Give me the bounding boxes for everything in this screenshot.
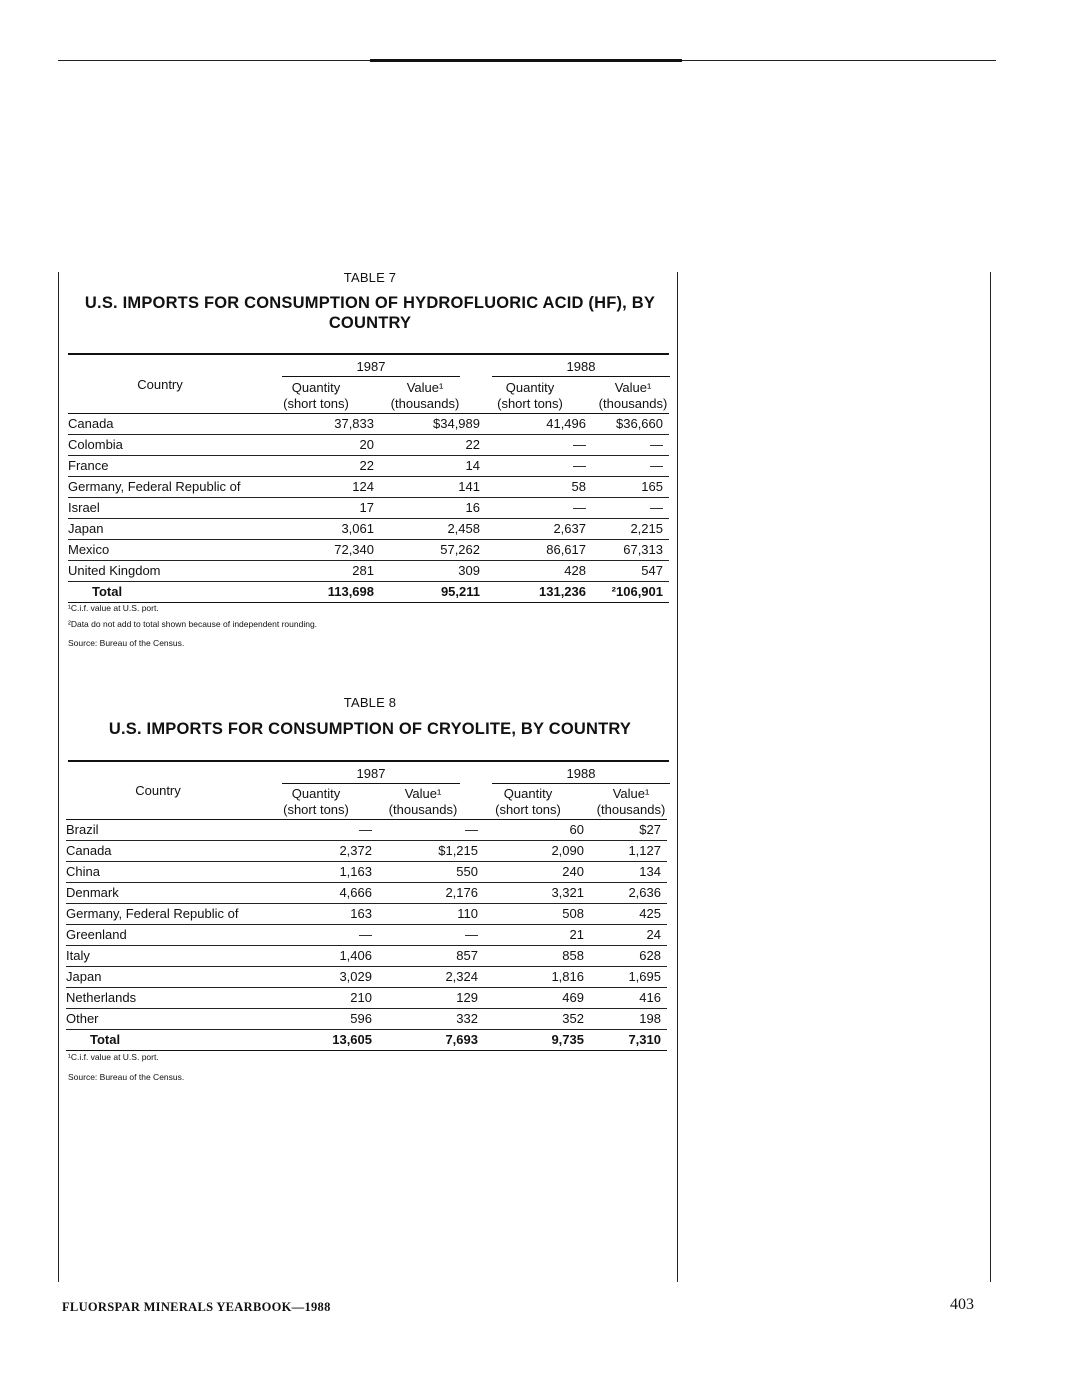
top-rule-accent: [370, 59, 682, 62]
value-cell: 141: [380, 477, 486, 498]
country-cell: Total: [68, 582, 280, 603]
value-cell: 508: [484, 904, 590, 925]
table8-qty2-header: [482, 786, 574, 818]
table8-head-rule: [68, 760, 669, 762]
value-cell: $36,660: [592, 414, 669, 435]
country-cell: Japan: [66, 967, 278, 988]
value-cell: —: [278, 925, 378, 946]
country-cell: Germany, Federal Republic of: [68, 477, 280, 498]
table7-val2-header-line2: (thousands): [598, 396, 668, 411]
value-cell: 13,605: [278, 1030, 378, 1051]
value-cell: 110: [378, 904, 484, 925]
table-row: [68, 435, 669, 456]
table8-caption: TABLE 8: [343, 695, 397, 710]
value-cell: 547: [592, 561, 669, 582]
table-row: [66, 967, 667, 988]
value-cell: 596: [278, 1009, 378, 1030]
table-row: [68, 540, 669, 561]
value-cell: 16: [380, 498, 486, 519]
table8-year1-rule: [282, 783, 460, 784]
table7-title-line1: U.S. IMPORTS FOR CONSUMPTION OF HYDROFLUORIC ACID (HF), BY: [84, 294, 656, 312]
value-cell: $34,989: [380, 414, 486, 435]
value-cell: 57,262: [380, 540, 486, 561]
value-cell: —: [278, 820, 378, 841]
value-cell: 58: [486, 477, 592, 498]
page-number: 403: [950, 1296, 974, 1313]
value-cell: 3,321: [484, 883, 590, 904]
value-cell: $1,215: [378, 841, 484, 862]
value-cell: 60: [484, 820, 590, 841]
value-cell: —: [378, 820, 484, 841]
value-cell: 72,340: [280, 540, 380, 561]
value-cell: 332: [378, 1009, 484, 1030]
table8-val1-header-line2: (thousands): [388, 802, 458, 817]
table8-val2-header: [586, 786, 676, 818]
table7-qty1-header: [270, 380, 362, 412]
value-cell: —: [592, 498, 669, 519]
table7-source: Source: Bureau of the Census.: [68, 638, 185, 648]
table-row: [68, 456, 669, 477]
table7-val1-header-line2: (thousands): [390, 396, 460, 411]
country-cell: United Kingdom: [68, 561, 280, 582]
table8-footnote1: ¹C.i.f. value at U.S. port.: [68, 1052, 159, 1062]
table8-val1-header: [378, 786, 468, 818]
total-row: [68, 582, 669, 603]
value-cell: 2,324: [378, 967, 484, 988]
value-cell: 20: [280, 435, 380, 456]
value-cell: 14: [380, 456, 486, 477]
value-cell: 210: [278, 988, 378, 1009]
value-cell: 2,176: [378, 883, 484, 904]
country-cell: Brazil: [66, 820, 278, 841]
value-cell: 37,833: [280, 414, 380, 435]
value-cell: 352: [484, 1009, 590, 1030]
value-cell: —: [486, 456, 592, 477]
value-cell: 857: [378, 946, 484, 967]
value-cell: —: [486, 498, 592, 519]
table7-footnote1: ¹C.i.f. value at U.S. port.: [68, 603, 159, 613]
value-cell: —: [592, 456, 669, 477]
country-cell: Japan: [68, 519, 280, 540]
table7-caption: TABLE 7: [343, 270, 397, 285]
table7-title-line2: COUNTRY: [328, 314, 412, 332]
table7-year-1988: 1988: [566, 359, 596, 374]
value-cell: 4,666: [278, 883, 378, 904]
table8-val1-header-line1: Value¹: [404, 786, 442, 801]
total-row: [66, 1030, 667, 1051]
value-cell: 425: [590, 904, 667, 925]
table7-data: [68, 413, 669, 603]
table-row: [66, 883, 667, 904]
table7-val2-header-line1: Value¹: [614, 380, 652, 395]
value-cell: 309: [380, 561, 486, 582]
value-cell: 7,693: [378, 1030, 484, 1051]
table8-year2-rule: [492, 783, 670, 784]
value-cell: 163: [278, 904, 378, 925]
value-cell: 2,458: [380, 519, 486, 540]
right-margin-line: [990, 272, 991, 1282]
value-cell: 469: [484, 988, 590, 1009]
country-cell: France: [68, 456, 280, 477]
country-cell: Denmark: [66, 883, 278, 904]
value-cell: 22: [280, 456, 380, 477]
country-cell: Netherlands: [66, 988, 278, 1009]
value-cell: 67,313: [592, 540, 669, 561]
table7-year-1987: 1987: [356, 359, 386, 374]
value-cell: 416: [590, 988, 667, 1009]
value-cell: 1,406: [278, 946, 378, 967]
value-cell: 2,090: [484, 841, 590, 862]
table7-head-rule: [68, 353, 669, 355]
table7-year2-rule: [492, 376, 670, 377]
table8-qty1-header: [270, 786, 362, 818]
value-cell: 1,816: [484, 967, 590, 988]
value-cell: 2,636: [590, 883, 667, 904]
value-cell: ²106,901: [592, 582, 669, 603]
table-row: [66, 925, 667, 946]
value-cell: 281: [280, 561, 380, 582]
table-row: [66, 862, 667, 883]
value-cell: 131,236: [486, 582, 592, 603]
table8-qty1-header-line2: (short tons): [283, 802, 349, 817]
table8-year-1987: 1987: [356, 766, 386, 781]
table7-qty2-header-line2: (short tons): [497, 396, 563, 411]
value-cell: 41,496: [486, 414, 592, 435]
table7-qty1-header-line2: (short tons): [283, 396, 349, 411]
table8-val2-header-line1: Value¹: [612, 786, 650, 801]
table8-qty1-header-line1: Quantity: [291, 786, 341, 801]
country-cell: Total: [66, 1030, 278, 1051]
value-cell: 1,163: [278, 862, 378, 883]
table7-footnote2: ²Data do not add to total shown because of independent rounding.: [68, 619, 318, 629]
value-cell: —: [486, 435, 592, 456]
value-cell: 2,215: [592, 519, 669, 540]
value-cell: 129: [378, 988, 484, 1009]
table7-val1-header: [380, 380, 470, 412]
table-row: [66, 946, 667, 967]
table7-qty1-header-line1: Quantity: [291, 380, 341, 395]
value-cell: 134: [590, 862, 667, 883]
table7-year1-rule: [282, 376, 460, 377]
value-cell: 1,127: [590, 841, 667, 862]
table-row: [68, 519, 669, 540]
country-cell: China: [66, 862, 278, 883]
table8-qty2-header-line1: Quantity: [503, 786, 553, 801]
value-cell: 124: [280, 477, 380, 498]
value-cell: 2,372: [278, 841, 378, 862]
value-cell: 86,617: [486, 540, 592, 561]
country-cell: Other: [66, 1009, 278, 1030]
table7-qty2-header-line1: Quantity: [505, 380, 555, 395]
table-row: [66, 1009, 667, 1030]
country-cell: Greenland: [66, 925, 278, 946]
value-cell: 21: [484, 925, 590, 946]
country-cell: Canada: [68, 414, 280, 435]
value-cell: 1,695: [590, 967, 667, 988]
table-row: [66, 904, 667, 925]
table8-title: U.S. IMPORTS FOR CONSUMPTION OF CRYOLITE, BY COUNTRY: [108, 720, 632, 738]
value-cell: 858: [484, 946, 590, 967]
country-cell: Mexico: [68, 540, 280, 561]
table8-val2-header-line2: (thousands): [596, 802, 666, 817]
value-cell: 240: [484, 862, 590, 883]
table8-source: Source: Bureau of the Census.: [68, 1072, 185, 1082]
value-cell: 3,029: [278, 967, 378, 988]
table-row: [68, 477, 669, 498]
table-row: [66, 841, 667, 862]
table-row: [66, 988, 667, 1009]
value-cell: —: [592, 435, 669, 456]
value-cell: $27: [590, 820, 667, 841]
value-cell: 95,211: [380, 582, 486, 603]
value-cell: 428: [486, 561, 592, 582]
table8-country-header: Country: [135, 783, 181, 798]
country-cell: Germany, Federal Republic of: [66, 904, 278, 925]
table-row: [66, 820, 667, 841]
table8-data: [66, 819, 667, 1051]
table8-year-1988: 1988: [566, 766, 596, 781]
table-row: [68, 498, 669, 519]
table-row: [68, 561, 669, 582]
value-cell: 24: [590, 925, 667, 946]
column-divider-line: [677, 272, 678, 1282]
left-margin-line: [58, 272, 59, 1282]
value-cell: 3,061: [280, 519, 380, 540]
value-cell: 17: [280, 498, 380, 519]
table7-country-header: Country: [137, 377, 183, 392]
table7-val1-header-line1: Value¹: [406, 380, 444, 395]
value-cell: 628: [590, 946, 667, 967]
table7-qty2-header: [484, 380, 576, 412]
publication-footer: FLUORSPAR MINERALS YEARBOOK—1988: [62, 1300, 331, 1314]
value-cell: 113,698: [280, 582, 380, 603]
value-cell: 22: [380, 435, 486, 456]
value-cell: 2,637: [486, 519, 592, 540]
country-cell: Italy: [66, 946, 278, 967]
value-cell: 198: [590, 1009, 667, 1030]
table7-val2-header: [588, 380, 678, 412]
table8-qty2-header-line2: (short tons): [495, 802, 561, 817]
country-cell: Colombia: [68, 435, 280, 456]
value-cell: —: [378, 925, 484, 946]
table-row: [68, 414, 669, 435]
country-cell: Israel: [68, 498, 280, 519]
value-cell: 550: [378, 862, 484, 883]
value-cell: 165: [592, 477, 669, 498]
value-cell: 7,310: [590, 1030, 667, 1051]
country-cell: Canada: [66, 841, 278, 862]
value-cell: 9,735: [484, 1030, 590, 1051]
